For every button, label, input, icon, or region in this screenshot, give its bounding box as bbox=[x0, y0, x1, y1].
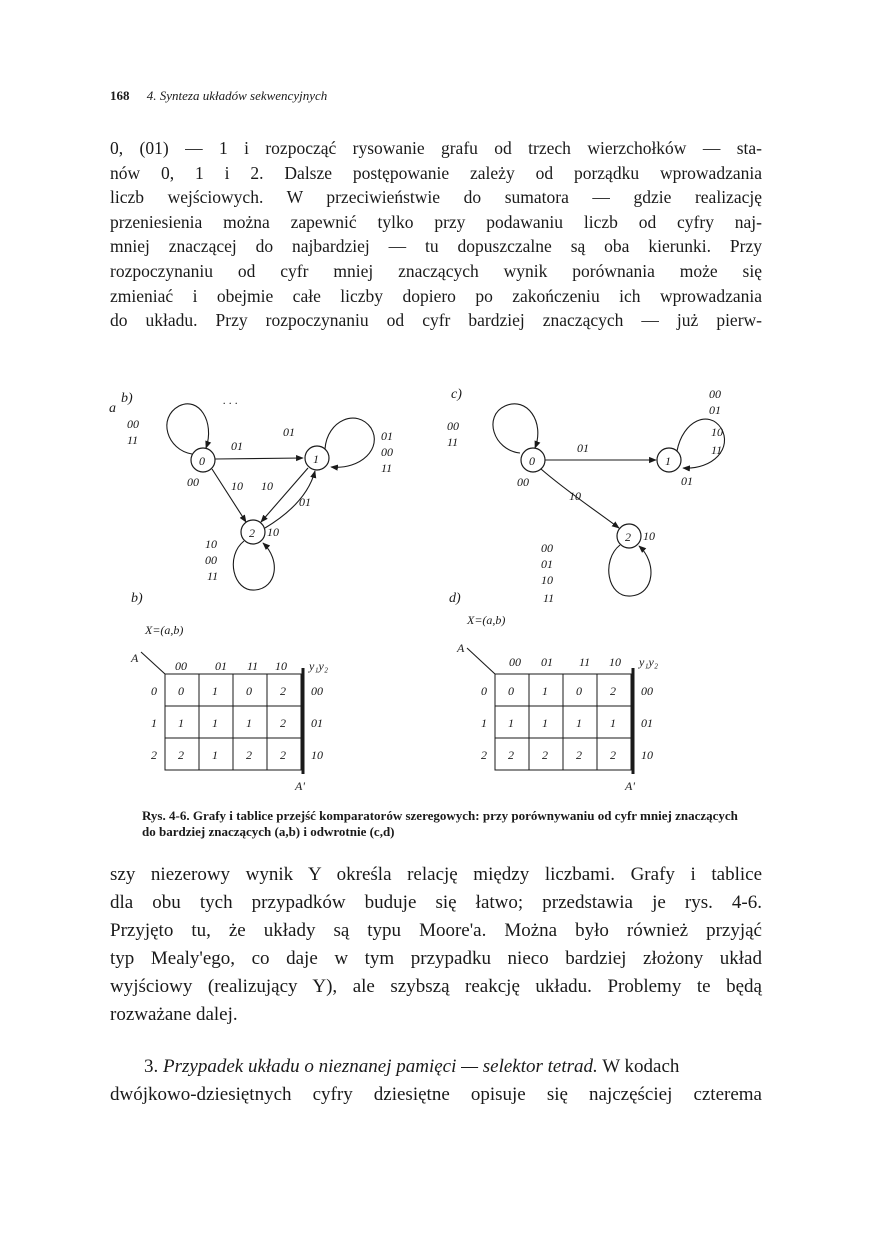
table-b-cell: 0 bbox=[178, 684, 184, 698]
graph-a-edge-1-2-label: 10 bbox=[261, 479, 273, 493]
graph-a-edge-label: 00 bbox=[187, 475, 199, 489]
text-line: liczb wejściowych. W przeciwieństwie do sumatora — gdzie realizację bbox=[110, 187, 762, 208]
table-d-out-header: y₁y₂ bbox=[639, 655, 658, 669]
graph-c-state-0-label: 0 bbox=[529, 454, 535, 468]
table-d bbox=[449, 591, 658, 793]
graph-a-state-0-label: 0 bbox=[199, 454, 205, 468]
running-title: 4. Synteza układów sekwencyjnych bbox=[146, 88, 328, 103]
figure-4-6 bbox=[95, 370, 755, 800]
table-b-cell: 1 bbox=[212, 684, 218, 698]
table-d-col-header: 10 bbox=[609, 655, 621, 669]
graph-a-loop-0 bbox=[167, 404, 209, 454]
table-d-cell: 2 bbox=[508, 748, 514, 762]
running-header bbox=[110, 88, 327, 104]
table-d-output: 01 bbox=[641, 716, 653, 730]
table-d-output: 10 bbox=[641, 748, 653, 762]
table-d-cell: 0 bbox=[508, 684, 514, 698]
graph-c-edge-label: 01 bbox=[681, 474, 693, 488]
text-line: typ Mealy'ego, co daje w tym przypadku nieco bardziej złożony układ bbox=[110, 948, 762, 969]
graph-c-loop0-label: 00 bbox=[447, 419, 459, 433]
table-b-out-header: y₁y₂ bbox=[309, 659, 328, 673]
graph-c-edge-0-2-label: 10 bbox=[569, 489, 581, 503]
table-d-row-state: 2 bbox=[481, 748, 487, 762]
graph-c-loop1-label: 00 bbox=[709, 387, 721, 401]
graph-c-loop-0 bbox=[493, 404, 538, 453]
figure-label-b-top: b) bbox=[121, 391, 133, 406]
graph-c-state-2-label: 2 bbox=[625, 530, 631, 544]
table-b-cell: 0 bbox=[246, 684, 252, 698]
table-b-cell: 1 bbox=[178, 716, 184, 730]
table-d-row-state: 1 bbox=[481, 716, 487, 730]
graph-c-loop0-label: 11 bbox=[447, 435, 459, 449]
graph-c-edge-label: 00 bbox=[517, 475, 529, 489]
table-d-cell: 2 bbox=[610, 684, 616, 698]
table-d-cell: 1 bbox=[508, 716, 514, 730]
table-d-cell: 2 bbox=[576, 748, 582, 762]
graph-c-loop2-label: 00 bbox=[541, 541, 553, 555]
figure-caption bbox=[142, 808, 742, 840]
text-line: dla obu tych przypadków buduje się łatwo; przedstawia je rys. 4-6. bbox=[110, 892, 762, 913]
caption-text: Grafy i tablice przejść komparatorów szeregowych: przy porównywaniu od cyfr mniej znaczących do bardziej znaczących (a,b) i odwrotnie (c,d) bbox=[142, 808, 738, 839]
table-b-col-header: 00 bbox=[175, 659, 187, 673]
table-d-cell: 1 bbox=[610, 716, 616, 730]
graph-a-loop0-label: 11 bbox=[127, 433, 139, 447]
graph-a-loop1-label: 01 bbox=[381, 429, 393, 443]
table-d-output: 00 bbox=[641, 684, 653, 698]
graph-a-loop2-label: 11 bbox=[207, 569, 219, 583]
table-b-row-state: 2 bbox=[151, 748, 157, 762]
table-d-cell: 2 bbox=[542, 748, 548, 762]
table-b-input-label: X=(a,b) bbox=[145, 623, 184, 637]
text-line: szy niezerowy wynik Y określa relację między liczbami. Grafy i tablice bbox=[110, 864, 762, 885]
graph-a-loop2-label: 00 bbox=[205, 553, 217, 567]
figure-label-a: a bbox=[109, 401, 116, 416]
graph-a-loop1-label: 11 bbox=[381, 461, 393, 475]
table-d-col-header: 00 bbox=[509, 655, 521, 669]
table-b-col-header: 10 bbox=[275, 659, 287, 673]
graph-a-loop2-label: 10 bbox=[205, 537, 217, 551]
table-b-cell: 2 bbox=[178, 748, 184, 762]
table-d-footer: A' bbox=[625, 779, 635, 793]
graph-ellipsis: . . . bbox=[223, 393, 238, 407]
graph-a-edge-0-1-label: 01 bbox=[231, 439, 243, 453]
graph-c-state-1-label: 1 bbox=[665, 454, 671, 468]
table-b bbox=[130, 591, 328, 793]
table-d-input-label: X=(a,b) bbox=[467, 613, 506, 627]
caption-label: Rys. 4-6. bbox=[142, 808, 190, 823]
table-d-cell: 2 bbox=[610, 748, 616, 762]
graph-a-edge-0-2-label: 10 bbox=[231, 479, 243, 493]
table-d-corner-line bbox=[467, 648, 495, 674]
table-b-col-header: 01 bbox=[215, 659, 227, 673]
table-d-cell: 1 bbox=[542, 684, 548, 698]
table-b-footer: A' bbox=[295, 779, 305, 793]
graph-a-loop-1 bbox=[325, 418, 374, 467]
paragraph-moore bbox=[110, 861, 762, 1029]
graph-a-edge-label: 01 bbox=[283, 425, 295, 439]
table-b-row-state: 1 bbox=[151, 716, 157, 730]
text-line: dwójkowo-dziesiętnych cyfry dziesiętne opisuje się najczęściej czterema bbox=[110, 1084, 762, 1105]
graph-a bbox=[109, 391, 393, 590]
table-b-cell: 1 bbox=[246, 716, 252, 730]
table-b-row-state: 0 bbox=[151, 684, 157, 698]
table-b-output: 01 bbox=[311, 716, 323, 730]
text-line: rozważane dalej. bbox=[110, 1004, 238, 1025]
table-b-output: 10 bbox=[311, 748, 323, 762]
graph-c-loop2-label: 01 bbox=[541, 557, 553, 571]
paragraph-intro bbox=[110, 136, 762, 333]
graph-c-loop1-label: 11 bbox=[711, 443, 723, 457]
graph-a-edge-2-1-label: 01 bbox=[299, 495, 311, 509]
table-d-cell: 1 bbox=[576, 716, 582, 730]
table-b-cell: 2 bbox=[246, 748, 252, 762]
text-line: wyjściowy (realizujący Y), ale szybszą reakcję układu. Problemy te będą bbox=[110, 976, 762, 997]
graph-c-loop2-label: 10 bbox=[541, 573, 553, 587]
graph-a-state-1-label: 1 bbox=[313, 452, 319, 466]
graph-a-edge-0-1 bbox=[215, 458, 303, 459]
paragraph-section-3 bbox=[110, 1053, 762, 1109]
text-line: nów 0, 1 i 2. Dalsze postępowanie zależy od porządku wprowadzania bbox=[110, 162, 762, 183]
text-line: przeniesienia można zapewnić tylko przy podawaniu liczb od cyfry naj- bbox=[110, 211, 762, 232]
table-d-row-state: 0 bbox=[481, 684, 487, 698]
graph-a-state-2-side: 10 bbox=[267, 525, 279, 539]
graph-c-loop1-label: 10 bbox=[711, 425, 723, 439]
text-line: Przyjęto tu, że układy są typu Moore'a. Można było również przyjąć bbox=[110, 920, 762, 941]
graph-c-edge-0-1-label: 01 bbox=[577, 441, 589, 455]
graph-c bbox=[447, 387, 725, 605]
graph-a-loop0-label: 00 bbox=[127, 417, 139, 431]
graph-c-state-2-side: 10 bbox=[643, 529, 655, 543]
graph-c-loop-2 bbox=[609, 545, 651, 596]
table-b-cell: 1 bbox=[212, 716, 218, 730]
page-number: 168 bbox=[110, 88, 130, 103]
text-line: 0, (01) — 1 i rozpocząć rysowanie grafu od trzech wierzchołków — sta- bbox=[110, 138, 762, 158]
graph-a-loop1-label: 00 bbox=[381, 445, 393, 459]
table-d-col-header: 11 bbox=[579, 655, 591, 669]
text-line: W kodach bbox=[602, 1056, 680, 1077]
table-b-col-header: 11 bbox=[247, 659, 259, 673]
text-line: rozpoczynaniu od cyfr mniej znaczących wynik porównania może się bbox=[110, 260, 762, 281]
table-b-output: 00 bbox=[311, 684, 323, 698]
graph-c-loop2-label: 11 bbox=[543, 591, 555, 605]
section-title: Przypadek układu o nieznanej pamięci — selektor tetrad. bbox=[163, 1056, 598, 1077]
table-d-cell: 0 bbox=[576, 684, 582, 698]
graph-c-loop1-label: 01 bbox=[709, 403, 721, 417]
table-b-cell: 2 bbox=[280, 716, 286, 730]
figure-label-b: b) bbox=[131, 591, 143, 606]
table-d-col-header: 01 bbox=[541, 655, 553, 669]
figure-label-c: c) bbox=[451, 387, 462, 402]
table-b-cell: 2 bbox=[280, 684, 286, 698]
figure-label-d: d) bbox=[449, 591, 461, 606]
graph-a-edge-0-2 bbox=[212, 469, 246, 522]
text-line: zmieniać i obejmie całe liczby dopiero po zakończeniu ich wprowadzania bbox=[110, 285, 762, 306]
table-b-cell: 1 bbox=[212, 748, 218, 762]
table-d-row-axis: A bbox=[457, 641, 465, 655]
table-b-cell: 2 bbox=[280, 748, 286, 762]
text-line: do układu. Przy rozpoczynaniu od cyfr bardziej znaczących — już pierw- bbox=[110, 310, 762, 331]
section-number: 3. bbox=[144, 1056, 159, 1077]
graph-a-loop-2 bbox=[233, 541, 274, 590]
graph-a-state-2-label: 2 bbox=[249, 526, 255, 540]
table-b-corner-line bbox=[141, 652, 165, 674]
text-line: mniej znaczącej do najbardziej — tu dopuszczalne są oba kierunki. Przy bbox=[110, 236, 762, 257]
table-d-cell: 1 bbox=[542, 716, 548, 730]
table-b-row-axis: A bbox=[131, 651, 139, 665]
